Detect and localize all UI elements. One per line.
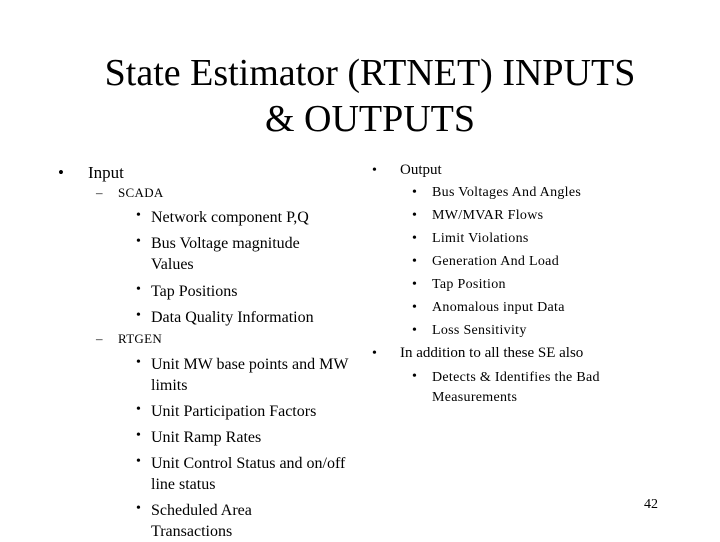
rtgen-item-1: Unit MW base points and MW limits: [151, 356, 349, 394]
scada-bullet-4: •: [136, 308, 141, 323]
output-item-4: Generation And Load: [432, 254, 559, 269]
output-bullet-4: •: [412, 254, 417, 269]
scada-item-1: Network component P,Q: [151, 209, 309, 226]
rtgen-dash: –: [96, 331, 103, 346]
slide-title: [60, 50, 680, 142]
output-item-1: Bus Voltages And Angles: [432, 185, 582, 200]
rtgen-bullet-4: •: [136, 454, 141, 469]
output-item-2: MW/MVAR Flows: [432, 208, 544, 223]
rtgen-bullet-2: •: [136, 402, 141, 417]
output-heading: Output: [400, 162, 442, 178]
output-item-7: Loss Sensitivity: [432, 323, 527, 338]
output-bullet-2: •: [412, 208, 417, 223]
rtgen-bullet-5: •: [136, 501, 141, 516]
rtgen-item-2: Unit Participation Factors: [151, 403, 317, 420]
scada-item-4: Data Quality Information: [151, 309, 314, 326]
scada-bullet-2: •: [136, 234, 141, 249]
output-item-6: Anomalous input Data: [432, 300, 565, 315]
output-bullet-1: •: [412, 185, 417, 200]
scada-item-3: Tap Positions: [151, 283, 238, 300]
scada-label: SCADA: [118, 185, 164, 200]
addition-bullet-1: •: [412, 369, 417, 384]
addition-item-1: Detects & Identifies the Bad Measurements: [432, 370, 600, 405]
addition-bullet: •: [372, 346, 377, 361]
input-bullet: •: [58, 163, 64, 182]
title-line-1: State Estimator (RTNET) INPUTS: [104, 52, 636, 94]
output-bullet-3: •: [412, 231, 417, 246]
output-item-5: Tap Position: [432, 277, 506, 292]
rtgen-label: RTGEN: [118, 331, 163, 346]
rtgen-item-3: Unit Ramp Rates: [151, 429, 262, 446]
rtgen-bullet-3: •: [136, 428, 141, 443]
title-line-2: & OUTPUTS: [264, 98, 476, 140]
output-bullet: •: [372, 163, 377, 178]
rtgen-item-5: Scheduled Area Transactions: [151, 502, 252, 540]
rtgen-bullet-1: •: [136, 355, 141, 370]
output-bullet-6: •: [412, 300, 417, 315]
rtgen-item-4: Unit Control Status and on/off line status: [151, 455, 346, 493]
scada-bullet-3: •: [136, 282, 141, 297]
input-heading: Input: [88, 163, 124, 182]
addition-heading: In addition to all these SE also: [400, 345, 584, 361]
page-number: 42: [644, 497, 658, 512]
output-bullet-5: •: [412, 277, 417, 292]
scada-bullet-1: •: [136, 208, 141, 223]
output-bullet-7: •: [412, 323, 417, 338]
scada-item-2: Bus Voltage magnitude Values: [151, 235, 300, 273]
output-item-3: Limit Violations: [432, 231, 529, 246]
scada-dash: –: [96, 185, 103, 200]
